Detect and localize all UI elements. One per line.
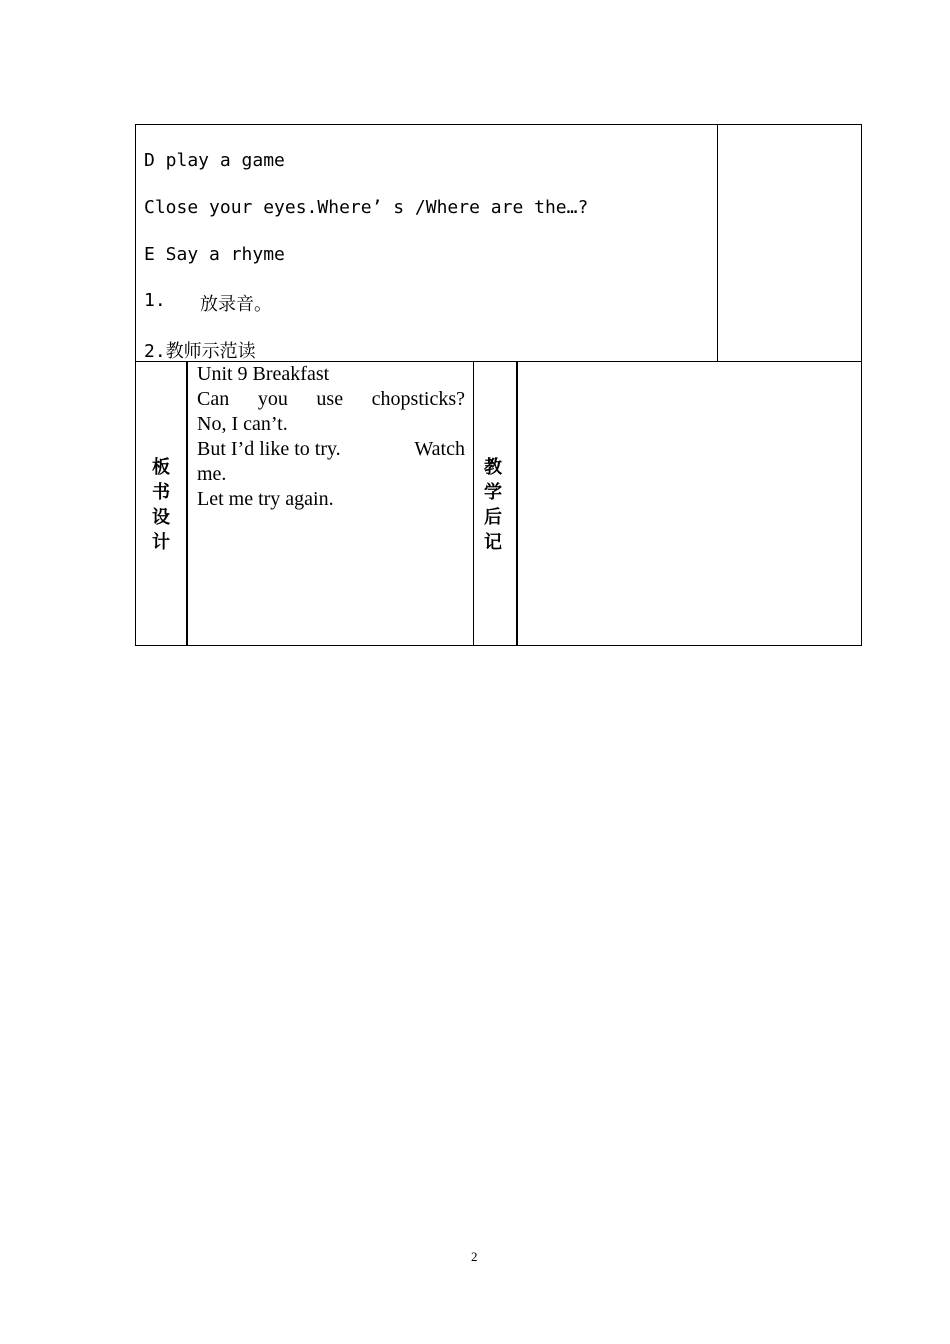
activity-line-say-rhyme: E Say a rhyme <box>144 244 285 265</box>
reflection-label-divider <box>516 361 518 646</box>
board-question-line <box>197 388 465 411</box>
table-bottom-border <box>135 645 862 646</box>
board-label-char: 书 <box>152 482 170 503</box>
board-design-label <box>149 455 173 555</box>
table-right-border <box>861 124 862 646</box>
board-again-line: Let me try again. <box>197 488 334 510</box>
activity-step-number: 1. <box>144 290 166 311</box>
board-text: But I’d like to try. <box>197 438 341 460</box>
board-label-char: 计 <box>152 532 170 553</box>
board-text: Watch <box>414 438 465 460</box>
table-left-border <box>135 124 136 646</box>
board-word: chopsticks? <box>371 388 465 410</box>
reflection-label-char: 学 <box>484 482 502 503</box>
board-content-divider <box>473 361 474 646</box>
board-me-line: me. <box>197 463 227 485</box>
activity-step-play-recording: 放录音。 <box>200 294 272 315</box>
top-row-divider <box>717 124 718 362</box>
board-label-char: 板 <box>152 457 170 478</box>
table-top-border <box>135 124 862 125</box>
board-answer-line: No, I can’t. <box>197 413 288 435</box>
board-word: use <box>316 388 344 410</box>
reflection-label-char: 教 <box>484 457 502 478</box>
teaching-reflection-label <box>481 455 505 555</box>
activity-line-play-game: D play a game <box>144 150 285 171</box>
board-word: Can <box>197 388 230 410</box>
board-word: you <box>257 388 288 410</box>
board-try-line <box>197 438 465 461</box>
reflection-label-char: 记 <box>484 532 502 553</box>
board-label-char: 设 <box>152 507 170 528</box>
page-number: 2 <box>471 1249 478 1264</box>
reflection-label-char: 后 <box>484 507 502 528</box>
board-label-divider <box>186 361 188 646</box>
activity-line-close-eyes: Close your eyes.Where’ s /Where are the…? <box>144 197 589 218</box>
board-unit-title: Unit 9 Breakfast <box>197 363 330 385</box>
activity-step-teacher-reads: 2.教师示范读 <box>144 341 256 362</box>
